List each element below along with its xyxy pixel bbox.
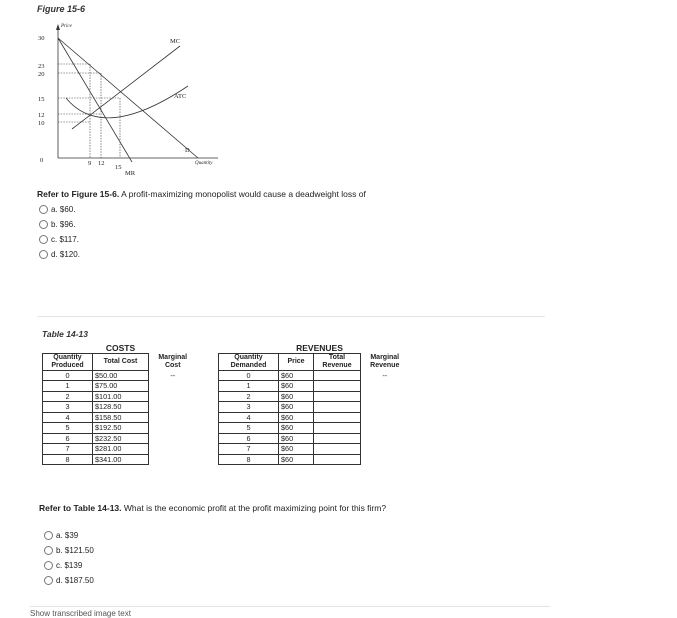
radio-icon[interactable] bbox=[44, 561, 53, 570]
cell-tr bbox=[314, 412, 361, 423]
cell-qd: 4 bbox=[219, 412, 279, 423]
q1-option-a[interactable]: a. $60. bbox=[39, 202, 80, 217]
cell-tr bbox=[314, 370, 361, 381]
table-row bbox=[43, 402, 410, 413]
cell-tc: $128.50 bbox=[93, 402, 149, 413]
x-axis-label: Quantity bbox=[195, 161, 213, 166]
q2-option-a[interactable]: a. $39 bbox=[44, 528, 94, 543]
divider bbox=[37, 316, 545, 317]
cell-tc: $101.00 bbox=[93, 391, 149, 402]
cell-mr bbox=[361, 391, 410, 402]
y-tick-20: 20 bbox=[38, 71, 45, 78]
footer-divider bbox=[30, 606, 550, 607]
cell-mr bbox=[361, 433, 410, 444]
cell-tr bbox=[314, 433, 361, 444]
radio-icon[interactable] bbox=[39, 220, 48, 229]
y-tick-12: 12 bbox=[38, 112, 45, 119]
cell-mr bbox=[361, 412, 410, 423]
cell-mc bbox=[149, 444, 197, 455]
cell-qd: 6 bbox=[219, 433, 279, 444]
cell-qd: 2 bbox=[219, 391, 279, 402]
cell-tr bbox=[314, 402, 361, 413]
cell-mc bbox=[149, 391, 197, 402]
cell-tc: $232.50 bbox=[93, 433, 149, 444]
cell-mc: -- bbox=[170, 370, 176, 380]
cell-mc bbox=[149, 454, 197, 465]
cell-qd: 0 bbox=[219, 370, 279, 381]
cell-p: $60 bbox=[279, 444, 314, 455]
revenues-group-header: REVENUES bbox=[296, 342, 343, 353]
cell-mr bbox=[361, 381, 410, 392]
col-qty-demanded: Quantity Demanded bbox=[219, 353, 279, 370]
table-row bbox=[43, 391, 410, 402]
col-price: Price bbox=[279, 353, 314, 370]
table-row bbox=[43, 412, 410, 423]
cell-q: 2 bbox=[43, 391, 93, 402]
cell-mc bbox=[149, 402, 197, 413]
radio-icon[interactable] bbox=[39, 250, 48, 259]
cell-tr bbox=[314, 454, 361, 465]
cell-q: 1 bbox=[43, 381, 93, 392]
question-2-options bbox=[44, 528, 94, 588]
marginal-revenue-curve bbox=[58, 38, 132, 162]
cell-q: 6 bbox=[43, 433, 93, 444]
y-tick-0: 0 bbox=[40, 157, 44, 164]
table-title: Table 14-13 bbox=[42, 329, 88, 339]
q2-option-d[interactable]: d. $187.50 bbox=[44, 573, 94, 588]
cell-q: 8 bbox=[43, 454, 93, 465]
cell-p: $60 bbox=[279, 381, 314, 392]
table-row bbox=[43, 370, 410, 381]
cell-mc bbox=[149, 412, 197, 423]
table-row bbox=[43, 433, 410, 444]
question-1-body: A profit-maximizing monopolist would cause a deadweight loss of bbox=[121, 189, 366, 199]
cell-qd: 7 bbox=[219, 444, 279, 455]
cell-tc: $281.00 bbox=[93, 444, 149, 455]
q1-option-d[interactable]: d. $120. bbox=[39, 247, 80, 262]
y-tick-23: 23 bbox=[38, 63, 45, 70]
cell-tc: $50.00 bbox=[93, 370, 149, 381]
table-row bbox=[43, 381, 410, 392]
atc-label: ATC bbox=[174, 93, 187, 100]
cell-tc: $158.50 bbox=[93, 412, 149, 423]
radio-icon[interactable] bbox=[44, 576, 53, 585]
cell-p: $60 bbox=[279, 370, 314, 381]
question-2-prefix: Refer to Table 14-13. bbox=[39, 503, 122, 513]
cell-mr bbox=[361, 423, 410, 434]
cell-tr bbox=[314, 391, 361, 402]
radio-icon[interactable] bbox=[39, 235, 48, 244]
q2-option-c[interactable]: c. $139 bbox=[44, 558, 94, 573]
cell-mc bbox=[149, 423, 197, 434]
cell-p: $60 bbox=[279, 423, 314, 434]
col-total-cost: Total Cost bbox=[93, 353, 149, 370]
cell-p: $60 bbox=[279, 391, 314, 402]
cell-mc bbox=[149, 381, 197, 392]
cell-p: $60 bbox=[279, 454, 314, 465]
q2-option-b[interactable]: b. $121.50 bbox=[44, 543, 94, 558]
cell-q: 3 bbox=[43, 402, 93, 413]
atc-curve bbox=[66, 86, 188, 118]
col-total-revenue: Total Revenue bbox=[314, 353, 361, 370]
cell-tc: $75.00 bbox=[93, 381, 149, 392]
question-1-options bbox=[39, 202, 80, 262]
y-tick-30: 30 bbox=[38, 35, 45, 42]
col-marginal-cost: Marginal Cost bbox=[158, 353, 188, 369]
y-tick-10: 10 bbox=[38, 120, 45, 127]
cell-tc: $341.00 bbox=[93, 454, 149, 465]
cell-tr bbox=[314, 423, 361, 434]
y-axis-arrow bbox=[56, 24, 60, 30]
x-tick-12: 12 bbox=[98, 160, 105, 167]
cell-mr bbox=[361, 444, 410, 455]
q1-option-b[interactable]: b. $96. bbox=[39, 217, 80, 232]
cell-p: $60 bbox=[279, 412, 314, 423]
cell-mr bbox=[361, 454, 410, 465]
cell-q: 7 bbox=[43, 444, 93, 455]
show-transcribed-link[interactable]: Show transcribed image text bbox=[30, 609, 131, 618]
question-2-body: What is the economic profit at the profit maximizing point for this firm? bbox=[123, 503, 387, 513]
marginal-cost-curve bbox=[72, 46, 180, 129]
costs-group-header: COSTS bbox=[105, 342, 136, 353]
cell-tr bbox=[314, 444, 361, 455]
cell-q: 5 bbox=[43, 423, 93, 434]
cost-revenue-table bbox=[42, 343, 410, 465]
y-tick-15: 15 bbox=[38, 96, 45, 103]
cell-q: 4 bbox=[43, 412, 93, 423]
cell-tc: $192.50 bbox=[93, 423, 149, 434]
question-1-prefix: Refer to Figure 15-6. bbox=[37, 189, 120, 199]
figure-title: Figure 15-6 bbox=[37, 4, 86, 14]
cell-tr bbox=[314, 381, 361, 392]
radio-icon[interactable] bbox=[39, 205, 48, 214]
table-row bbox=[43, 444, 410, 455]
table-row bbox=[43, 423, 410, 434]
q1-option-c[interactable]: c. $117. bbox=[39, 232, 80, 247]
x-tick-9: 9 bbox=[88, 160, 92, 167]
cell-qd: 1 bbox=[219, 381, 279, 392]
cell-p: $60 bbox=[279, 402, 314, 413]
cell-mr bbox=[361, 402, 410, 413]
d-label: D bbox=[185, 147, 190, 154]
x-tick-15: 15 bbox=[115, 164, 122, 171]
mr-label: MR bbox=[125, 170, 136, 177]
radio-icon[interactable] bbox=[44, 531, 53, 540]
cell-mc bbox=[149, 433, 197, 444]
mc-label: MC bbox=[170, 38, 181, 45]
col-marginal-revenue: Marginal Revenue bbox=[370, 353, 400, 369]
monopoly-figure bbox=[28, 18, 228, 178]
cell-mr: -- bbox=[382, 370, 388, 380]
question-2-text bbox=[39, 503, 419, 514]
cell-qd: 8 bbox=[219, 454, 279, 465]
question-1-text bbox=[37, 189, 366, 199]
radio-icon[interactable] bbox=[44, 546, 53, 555]
cell-q: 0 bbox=[43, 370, 93, 381]
cell-p: $60 bbox=[279, 433, 314, 444]
table-row bbox=[43, 454, 410, 465]
y-axis-label: Price bbox=[61, 24, 72, 29]
cell-qd: 3 bbox=[219, 402, 279, 413]
cell-qd: 5 bbox=[219, 423, 279, 434]
col-qty-produced: Quantity Produced bbox=[43, 353, 93, 370]
